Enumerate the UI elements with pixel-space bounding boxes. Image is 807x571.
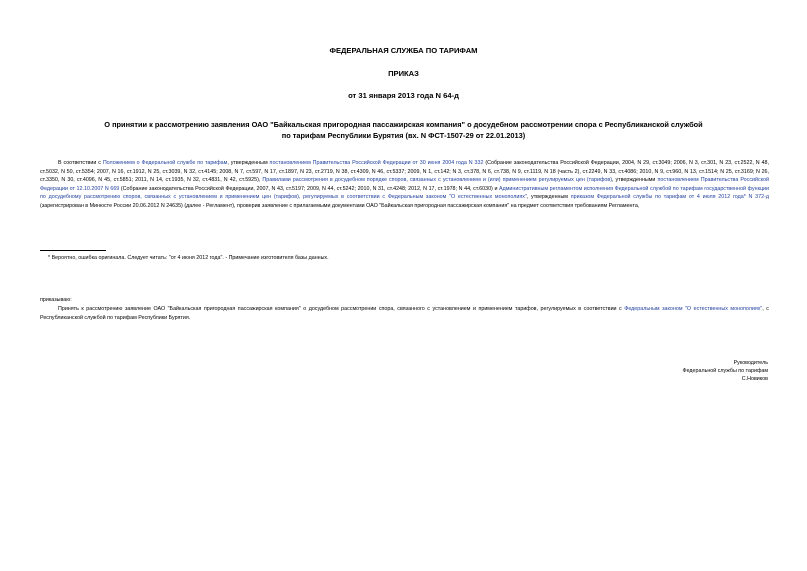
preamble-text: , утвержденными — [611, 177, 658, 184]
document-type: ПРИКАЗ — [388, 69, 419, 78]
link-administrative-regulation[interactable]: Административным регламентом исполнения Федеральной службой по тарифам государственной функции по досудебному рассмотрению споров, связанных с установлением и применением цен (тарифов), регулируемых в соответствии с Федеральным законом "О естественных монополиях" — [40, 185, 769, 201]
preamble-text: В соответствии с — [58, 160, 103, 166]
preamble-text: (Собрание законодательства Российской Федерации, 2007, N 43, ст.5197; 2009, N 44, ст.5242; 2010, N 31, ст.4248; 2012, N 17, ст.1978; N 44, ст.6030) и — [119, 185, 500, 192]
order-text: , с Республиканской службой по тарифам Республики Бурятия. — [40, 306, 769, 321]
agency-name: ФЕДЕРАЛЬНАЯ СЛУЖБА ПО ТАРИФАМ — [329, 46, 478, 55]
document-title-line2: по тарифам Республики Бурятия (вх. N ФСТ-1507-29 от 22.01.2013) — [281, 130, 526, 140]
link-government-decree-332[interactable]: постановлением Правительства Российской Федерации от 30 июня 2004 года N 332 — [269, 160, 484, 166]
order-text: Принять к рассмотрению заявление ОАО "Байкальская пригородная пассажирская компания" о досудебном рассмотрении спора, связанного с установлением и применением тарифов, регулируемых в соответствии с — [58, 306, 625, 312]
signature-name: С.Новиков — [741, 376, 768, 382]
footnote: * Вероятно, ошибка оригинала. Следует читать: "от 4 июня 2012 года". - Примечание изготовителя базы данных. — [48, 255, 329, 261]
link-fst-order-372[interactable]: приказом Федеральной службы по тарифам от 4 июля 2012 года* N 372-д — [570, 194, 769, 201]
link-pretrial-rules[interactable]: Правилами рассмотрения в досудебном порядке споров, связанных с установлением и (или) применением регулируемых цен (тарифов) — [262, 177, 612, 184]
preamble-text: (Собрание законодательства Российской Федерации, 2004, N 29, ст.3049; 2006, N 3, ст.301, N 23, ст.2522, N 48, ст.5032, N 50, ст.5354; 2007, N 16, ст.1912, N 25, ст.3039, N 32, ст.4145; 2008, N 7, ст.597, N 17, ст.1897, N 23, ст.2719, N 38, ст.4309, N 46, ст.5337; 2009, N 1, ст.142; N 3, ст.378, N 6, ст.738, N 9, ст.1119, N 18 (часть 2), ст.2249, N 33, ст.4086; 2010, N 9, ст.960, N 13, ст.1514; N 25, ст.3169; N 26, ст.3350, N 30, ст.4096, N 45, ст.5851; 2011, N 14, ст.1935, N 32, ст.4831, N 42, ст.5925), — [40, 160, 769, 184]
signature-position-org: Федеральной службы по тарифам — [682, 368, 768, 374]
preamble-paragraph — [40, 159, 769, 211]
document-date-number: от 31 января 2013 года N 64-д — [348, 91, 459, 100]
link-government-decree-669[interactable]: постановлением Правительства Российской Федерации от 12.10.2007 N 669 — [40, 177, 769, 192]
signature-block — [468, 359, 768, 383]
document-title — [40, 120, 767, 141]
order-paragraph — [40, 305, 769, 322]
footnote-divider — [40, 250, 106, 251]
link-natural-monopolies-law[interactable]: Федеральным законом "О естественных монополиях" — [624, 306, 763, 312]
document-title-line1: О принятии к рассмотрению заявления ОАО "Байкальская пригородная пассажирская компания" о досудебном рассмотрении спора с Республиканской службой — [104, 120, 703, 129]
link-regulation-fst[interactable]: Положением о Федеральной службе по тарифам — [102, 160, 228, 166]
preamble-text: , утвержденным — [526, 194, 571, 201]
order-label: приказываю: — [40, 297, 72, 303]
signature-position: Руководитель — [733, 360, 768, 366]
preamble-text: (зарегистрирован в Минюсте России 20.06.2012 N 24635) (далее - Регламент), проверив заявление с прилагаемыми документами ОАО "Байкальская пригородная пассажирская компания" на предмет соответствия требованиям Регламента, — [40, 202, 640, 209]
preamble-text: , утвержденным — [227, 160, 270, 166]
